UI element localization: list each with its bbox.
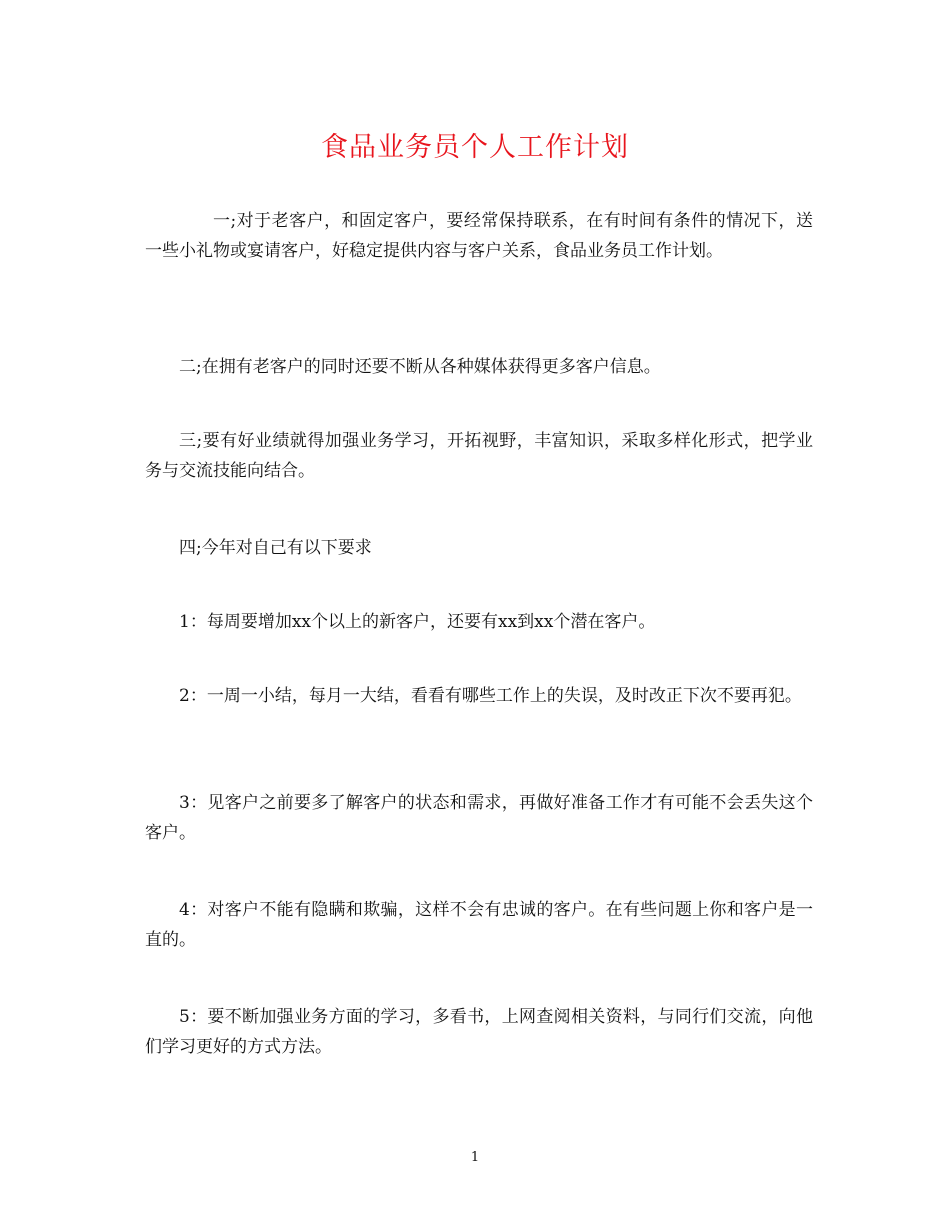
paragraph-3: 三;要有好业绩就得加强业务学习，开拓视野，丰富知识，采取多样化形式，把学业务与交流技能向结合。 bbox=[145, 431, 813, 481]
paragraph-4: 四;今年对自己有以下要求 bbox=[179, 538, 372, 558]
paragraph-7: 3：见客户之前要多了解客户的状态和需求，再做好准备工作才有可能不会丢失这个客户。 bbox=[145, 793, 813, 843]
paragraph-5: 1：每周要增加xx个以上的新客户，还要有xx到xx个潜在客户。 bbox=[179, 612, 656, 632]
paragraph-9: 5：要不断加强业务方面的学习，多看书，上网查阅相关资料，与同行们交流，向他们学习更好的方式方法。 bbox=[145, 1007, 813, 1057]
paragraph-6: 2：一周一小结，每月一大结，看看有哪些工作上的失误，及时改正下次不要再犯。 bbox=[179, 686, 802, 706]
page-number: 1 bbox=[470, 1150, 480, 1165]
paragraph-2: 二;在拥有老客户的同时还要不断从各种媒体获得更多客户信息。 bbox=[179, 357, 661, 377]
paragraph-8: 4：对客户不能有隐瞒和欺骗，这样不会有忠诚的客户。在有些问题上你和客户是一直的。 bbox=[145, 900, 813, 950]
paragraph-1: 一;对于老客户，和固定客户，要经常保持联系，在有时间有条件的情况下，送一些小礼物或宴请客户，好稳定提供内容与客户关系，食品业务员工作计划。 bbox=[145, 211, 813, 261]
document-title: 食品业务员个人工作计划 bbox=[321, 132, 629, 163]
